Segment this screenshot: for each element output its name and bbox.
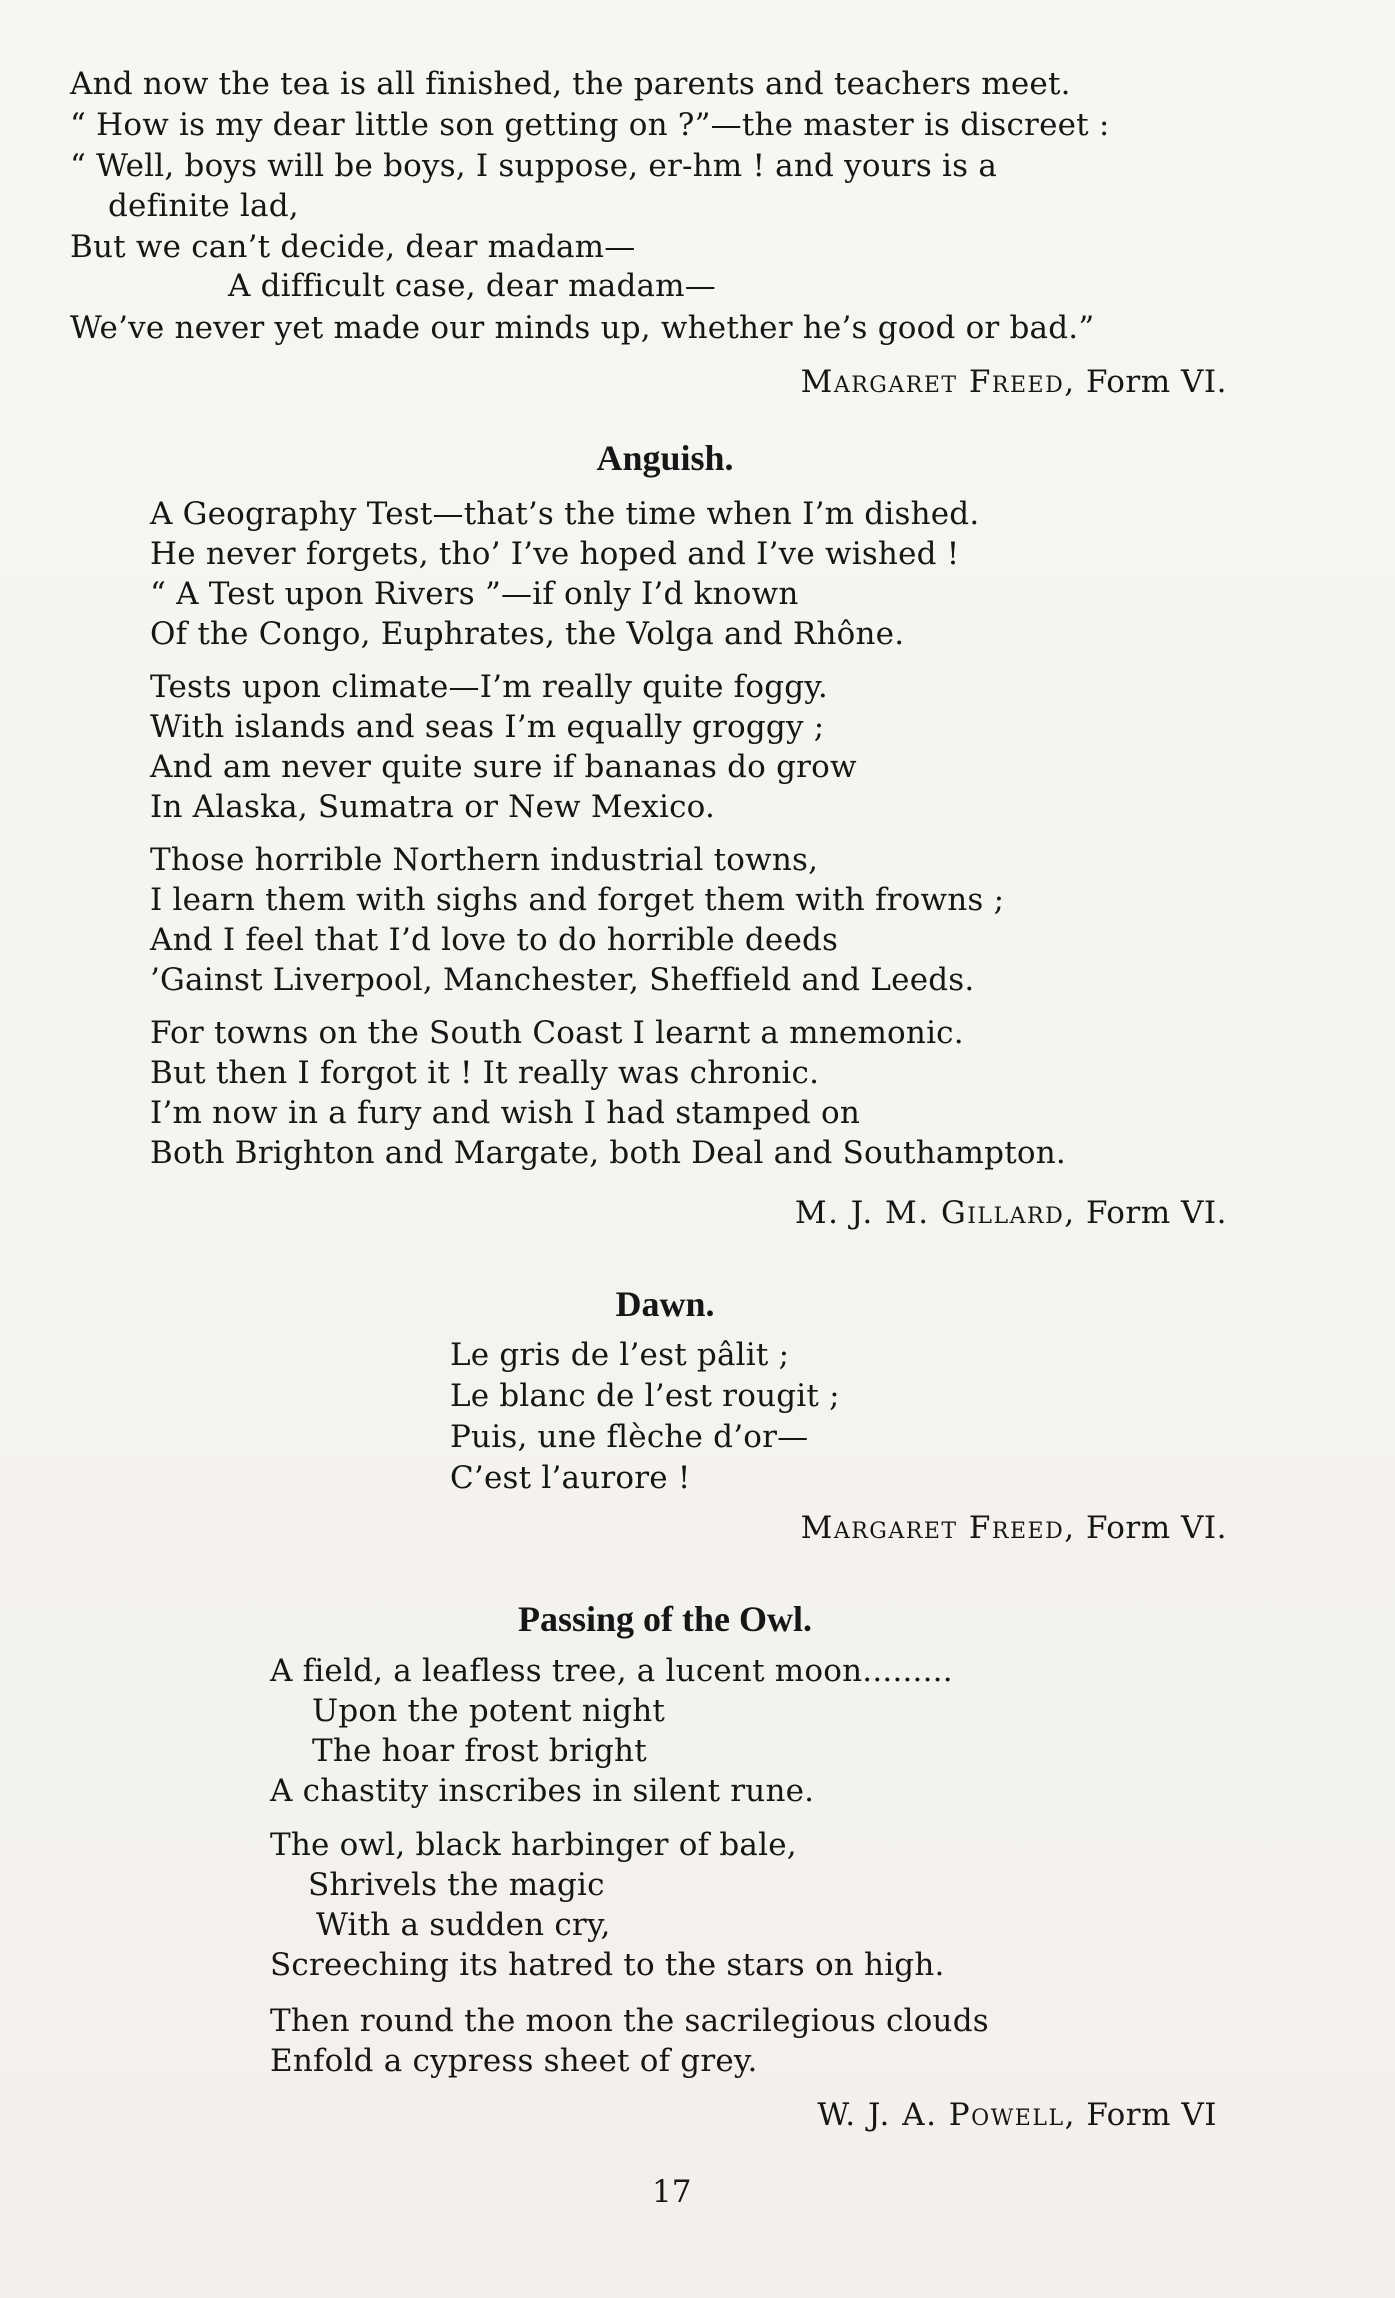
poem-line: But then I forgot it ! It really was chronic. [150, 1055, 820, 1091]
author-name: Margaret Freed, [800, 1510, 1076, 1546]
poem-line: A Geography Test—that’s the time when I’m dished. [150, 496, 980, 532]
poem-line: With islands and seas I’m equally groggy ; [150, 709, 825, 745]
author-form: Form VI. [1085, 1195, 1227, 1231]
poem-line: Le gris de l’est pâlit ; [450, 1337, 790, 1373]
author-credit [801, 1508, 1227, 1548]
poem-line: Those horrible Northern industrial towns, [150, 842, 819, 878]
poem-line: He never forgets, tho’ I’ve hoped and I’ve wished ! [150, 536, 960, 572]
poem-title: Dawn. [615, 1284, 715, 1324]
poem-line: I learn them with sighs and forget them with frowns ; [150, 882, 1005, 918]
poem-line: Upon the potent night [312, 1693, 666, 1729]
author-name: W. J. A. Powell, [817, 2097, 1076, 2133]
poem-line: And I feel that I’d love to do horrible deeds [150, 922, 839, 958]
poem-line: And am never quite sure if bananas do grow [150, 749, 857, 785]
poem-line: The hoar frost bright [312, 1733, 647, 1769]
poem-line: “ A Test upon Rivers ”—if only I’d known [150, 576, 799, 612]
poem-line: definite lad, [108, 188, 299, 224]
author-credit [801, 362, 1227, 402]
poem-line: “ How is my dear little son getting on ?”—the master is discreet : [70, 107, 1110, 143]
poem-line: ’Gainst Liverpool, Manchester, Sheffield and Leeds. [150, 962, 975, 998]
author-credit [795, 1193, 1227, 1233]
poem-line: Puis, une flèche d’or— [450, 1419, 809, 1455]
poem-line: Then round the moon the sacrilegious clouds [270, 2003, 989, 2039]
poem-title: Passing of the Owl. [517, 1599, 812, 1639]
poem-line: A field, a leafless tree, a lucent moon......... [270, 1653, 953, 1689]
author-form: Form VI [1086, 2097, 1217, 2133]
poem-line: “ Well, boys will be boys, I suppose, er-hm ! and yours is a [70, 148, 997, 184]
poem-line: Screeching its hatred to the stars on high. [270, 1947, 945, 1983]
poem-line: Both Brighton and Margate, both Deal and Southampton. [150, 1135, 1066, 1171]
page-number: 17 [652, 2174, 692, 2210]
poem-line: The owl, black harbinger of bale, [270, 1827, 797, 1863]
poem-line: And now the tea is all finished, the parents and teachers meet. [70, 66, 1071, 102]
poem-line: Enfold a cypress sheet of grey. [270, 2043, 758, 2079]
poem-line: Shrivels the magic [308, 1867, 605, 1903]
poem-line: In Alaska, Sumatra or New Mexico. [150, 789, 716, 825]
poem-line: A chastity inscribes in silent rune. [270, 1773, 815, 1809]
poem-line: A difficult case, dear madam— [228, 268, 716, 304]
author-name: M. J. M. Gillard, [794, 1195, 1076, 1231]
poem-line: Tests upon climate—I’m really quite foggy. [150, 669, 828, 705]
poem-line: Of the Congo, Euphrates, the Volga and Rhône. [150, 616, 905, 652]
author-form: Form VI. [1085, 1510, 1227, 1546]
author-credit [817, 2095, 1217, 2135]
poem-line: Le blanc de l’est rougit ; [450, 1378, 840, 1414]
poem-line: I’m now in a fury and wish I had stamped on [150, 1095, 860, 1131]
author-name: Margaret Freed, [800, 364, 1076, 400]
author-form: Form VI. [1085, 364, 1227, 400]
poem-line: But we can’t decide, dear madam— [70, 229, 636, 265]
poem-line: C’est l’aurore ! [450, 1460, 691, 1496]
poem-line: We’ve never yet made our minds up, whether he’s good or bad.” [70, 310, 1095, 346]
poem-line: With a sudden cry, [316, 1907, 611, 1943]
poem-title: Anguish. [596, 438, 734, 478]
poem-line: For towns on the South Coast I learnt a mnemonic. [150, 1015, 964, 1051]
